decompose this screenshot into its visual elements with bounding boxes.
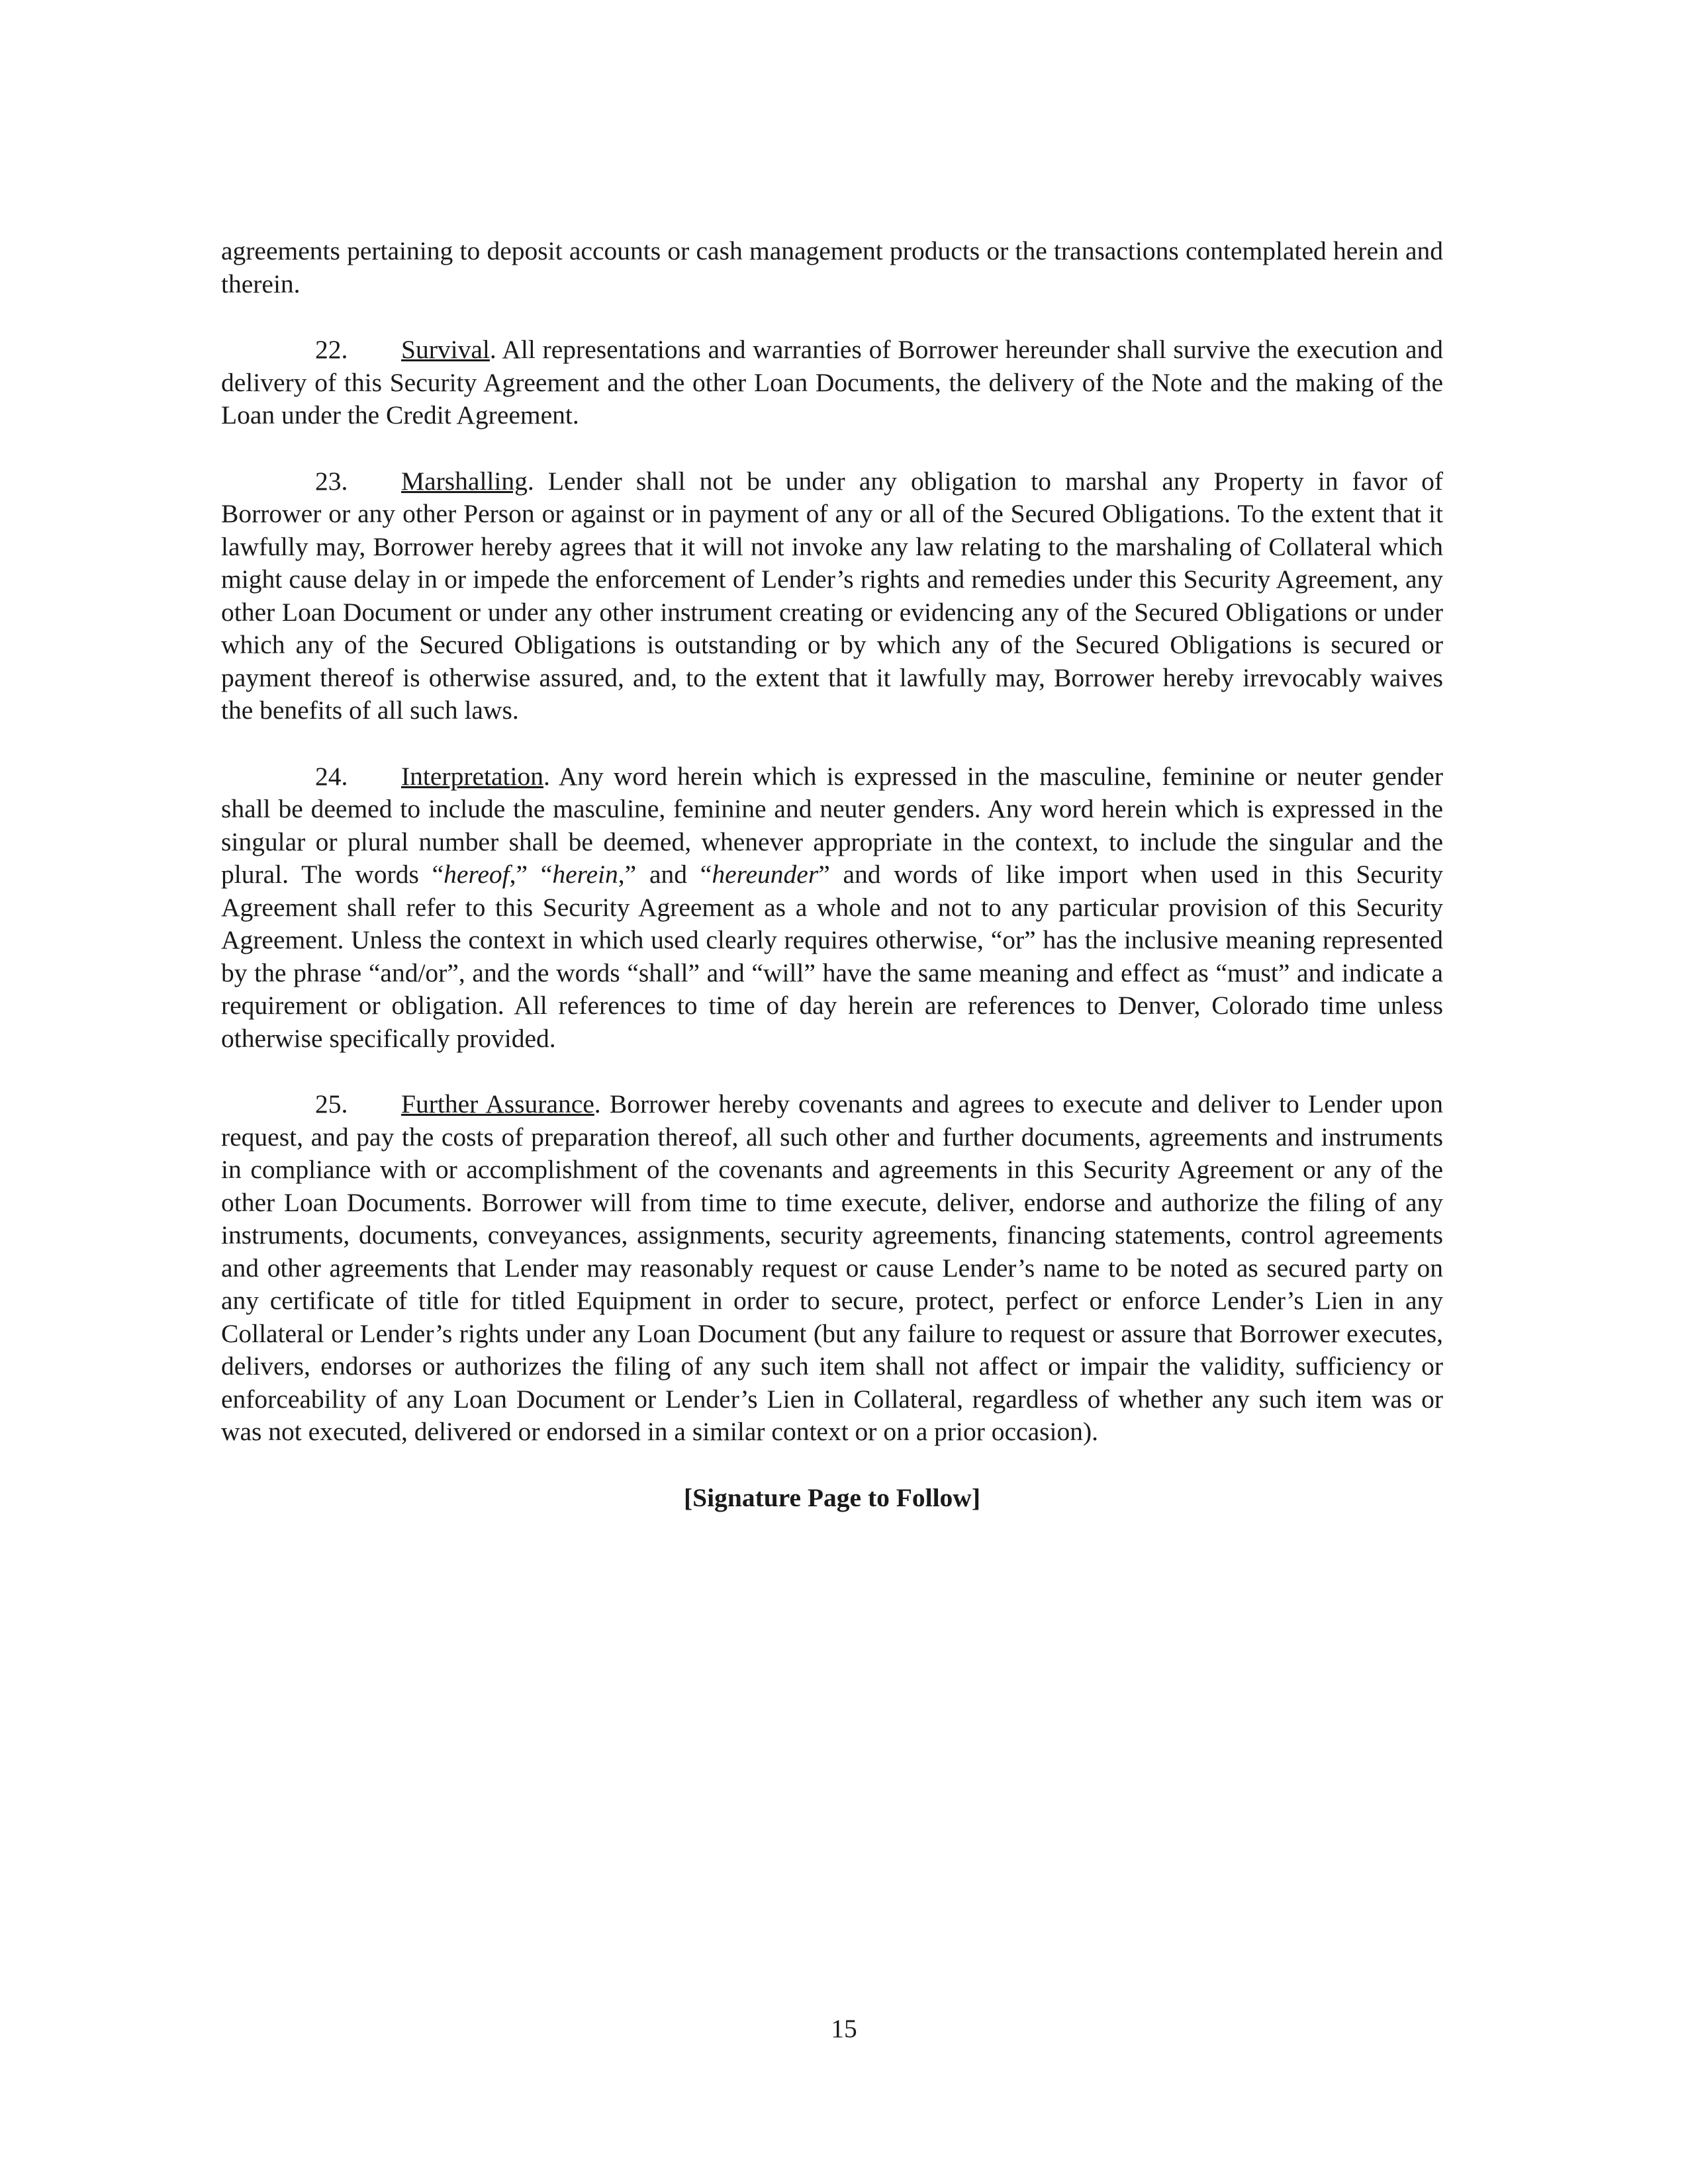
section-22 bbox=[221, 334, 1443, 432]
section-24 bbox=[221, 760, 1443, 1056]
section-number: 22. bbox=[315, 335, 348, 364]
signature-page-note: [Signature Page to Follow] bbox=[684, 1482, 980, 1512]
section-body: . Lender shall not be under any obligation to marshal any Property in favor of Borrower or any other Person or against or in payment of any or all of the Secured Obligations. To the extent that it lawfully may, Borrower hereby agrees that it will not invoke any law relating to the marshaling of Collateral which might cause delay in or impede the enforcement of Lender’s rights and remedies under this Security Agreement, any other Loan Document or under any other instrument creating or evidencing any of the Secured Obligations or under which any of the Secured Obligations is outstanding or by which any of the Secured Obligations is secured or payment thereof is otherwise assured, and, to the extent that it lawfully may, Borrower hereby irrevocably waives the benefits of all such laws. bbox=[221, 466, 1443, 725]
document-body bbox=[221, 235, 1443, 1541]
section-25 bbox=[221, 1088, 1443, 1449]
section-body: . Borrower hereby covenants and agrees to execute and deliver to Lender upon request, and pay the costs of preparation thereof, all such other and further documents, agreements and instruments in compliance with or accomplishment of the covenants and agreements in this Security Agreement or any of the other Loan Documents. Borrower will from time to time execute, deliver, endorse and authorize the filing of any instruments, documents, conveyances, assignments, security agreements, financing statements, control agreements and other agreements that Lender may reasonably request or cause Lender’s name to be noted as secured party on any certificate of title for titled Equipment in order to secure, protect, perfect or enforce Lender’s Lien in any Collateral or Lender’s rights under any Loan Document (but any failure to request or assure that Borrower executes, delivers, endorses or authorizes the filing of any such item shall not affect or impair the validity, sufficiency or enforceability of any Loan Document or Lender’s Lien in Collateral, regardless of whether any such item was or was not executed, delivered or endorsed in a similar context or on a prior occasion). bbox=[221, 1089, 1443, 1446]
section-body: ” and words of like import when used in this Security Agreement shall refer to this Security Agreement as a whole and not to any particular provision of this Security Agreement. Unless the context in which used clearly requires otherwise, “or” has the inclusive meaning represented by the phrase “and/or”, and the words “shall” and “will” have the same meaning and effect as “must” and indicate a requirement or obligation. All references to time of day herein are references to Denver, Colorado time unless otherwise specifically provided. bbox=[221, 860, 1443, 1053]
continuation-paragraph: agreements pertaining to deposit accounts or cash management products or the transactions contemplated herein and therein. bbox=[221, 236, 1443, 298]
section-body: ,” “ bbox=[509, 860, 553, 889]
section-body: . All representations and warranties of Borrower hereunder shall survive the execution and delivery of this Security Agreement and the other Loan Documents, the delivery of the Note and the making of the Loan under the Credit Agreement. bbox=[221, 335, 1443, 430]
section-body: ,” and “ bbox=[618, 860, 712, 889]
section-heading: Interpretation bbox=[401, 761, 543, 791]
defined-term: herein bbox=[552, 860, 618, 889]
defined-term: hereunder bbox=[712, 860, 819, 889]
section-body: . Any word herein which is expressed in the masculine, feminine or neuter gender shall be deemed to include the masculine, feminine and neuter genders. Any word herein which is expressed in the singular or plural number shall be deemed, whenever appropriate in the context, to include the singular and the plural. The words “ bbox=[221, 761, 1443, 889]
section-23 bbox=[221, 465, 1443, 727]
section-number: 25. bbox=[315, 1089, 348, 1118]
section-heading: Survival bbox=[401, 335, 490, 364]
section-number: 24. bbox=[315, 761, 348, 791]
section-heading: Further Assurance bbox=[401, 1089, 594, 1118]
section-number: 23. bbox=[315, 466, 348, 496]
page-number: 15 bbox=[831, 2014, 857, 2043]
section-heading: Marshalling bbox=[401, 466, 528, 496]
defined-term: hereof bbox=[444, 860, 510, 889]
